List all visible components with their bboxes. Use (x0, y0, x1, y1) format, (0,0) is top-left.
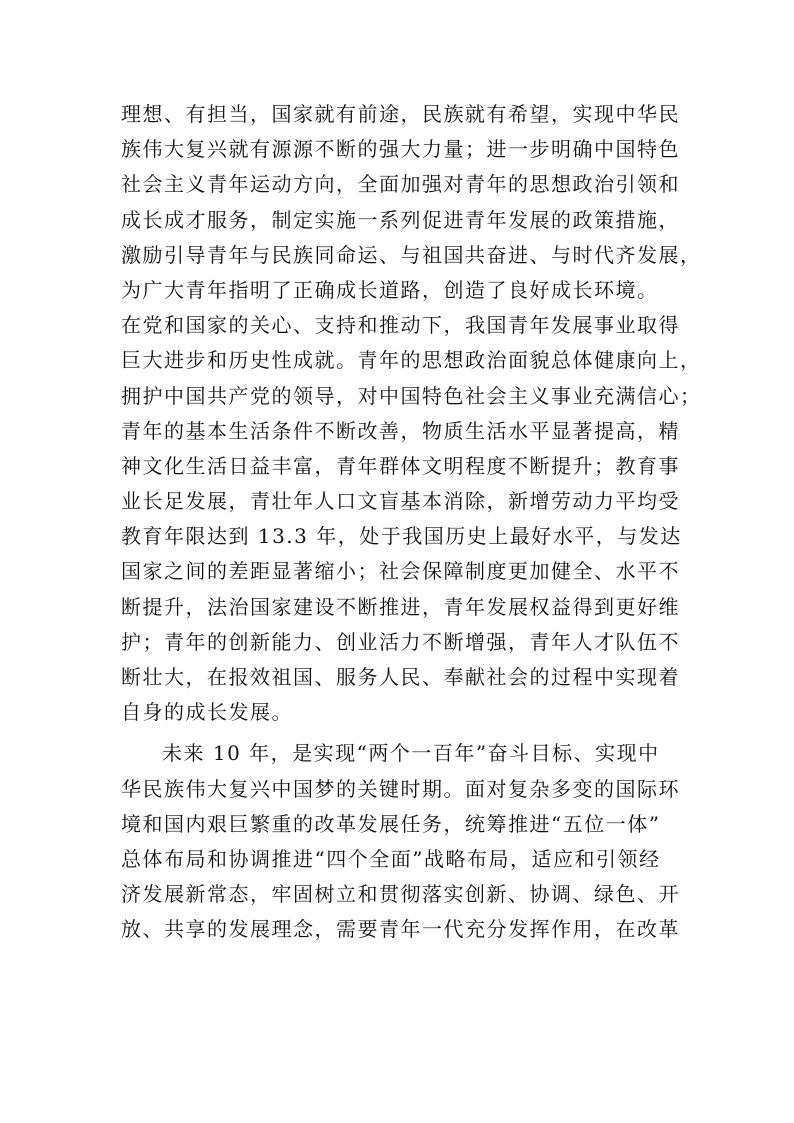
text-line: 社会主义青年运动方向，全面加强对青年的思想政治引领和 (121, 172, 680, 197)
text-line: 成长成才服务，制定实施一系列促进青年发展的政策措施， (121, 207, 680, 232)
text-line: 在党和国家的关心、支持和推动下，我国青年发展事业取得 (121, 313, 680, 338)
text-line: 拥护中国共产党的领导，对中国特色社会主义事业充满信心； (121, 383, 702, 408)
text-line: 华民族伟大复兴中国梦的关键时期。面对复杂多变的国际环 (121, 776, 680, 801)
text-line: 断提升，法治国家建设不断推进，青年发展权益得到更好维 (121, 594, 680, 619)
text-line: 神文化生活日益丰富，青年群体文明程度不断提升；教育事 (121, 453, 680, 478)
body-text (121, 97, 702, 948)
text-line: 济发展新常态，牢固树立和贯彻落实创新、协调、绿色、开 (121, 882, 680, 907)
text-line: 护；青年的创新能力、创业活力不断增强，青年人才队伍不 (121, 629, 680, 654)
text-line: 理想、有担当，国家就有前途，民族就有希望，实现中华民 (121, 102, 680, 126)
text-line: 为广大青年指明了正确成长道路，创造了良好成长环境。 (121, 277, 659, 302)
text-line: 教育年限达到 13.3 年，处于我国历史上最好水平，与发达 (121, 524, 682, 549)
text-line: 放、共享的发展理念，需要青年一代充分发挥作用，在改革 (121, 917, 680, 942)
paragraph-start-line: 未来 10 年，是实现“两个一百年”奋斗目标、实现中 (162, 741, 660, 766)
text-line: 国家之间的差距显著缩小；社会保障制度更加健全、水平不 (121, 559, 680, 584)
text-line: 断壮大，在报效祖国、服务人民、奉献社会的过程中实现着 (121, 665, 680, 689)
text-line: 巨大进步和历史性成就。青年的思想政治面貌总体健康向上， (121, 348, 702, 373)
text-line: 自身的成长发展。 (121, 700, 293, 725)
text-line: 总体布局和协调推进“四个全面”战略布局，适应和引领经 (121, 846, 661, 871)
text-line: 业长足发展，青壮年人口文盲基本消除，新增劳动力平均受 (121, 489, 680, 514)
text-line: 激励引导青年与民族同命运、与祖国共奋进、与时代齐发展， (121, 242, 702, 267)
text-line: 族伟大复兴就有源源不断的强大力量；进一步明确中国特色 (121, 137, 680, 162)
text-line: 境和国内艰巨繁重的改革发展任务，统筹推进“五位一体” (121, 811, 661, 836)
text-line: 青年的基本生活条件不断改善，物质生活水平显著提高，精 (121, 418, 680, 443)
